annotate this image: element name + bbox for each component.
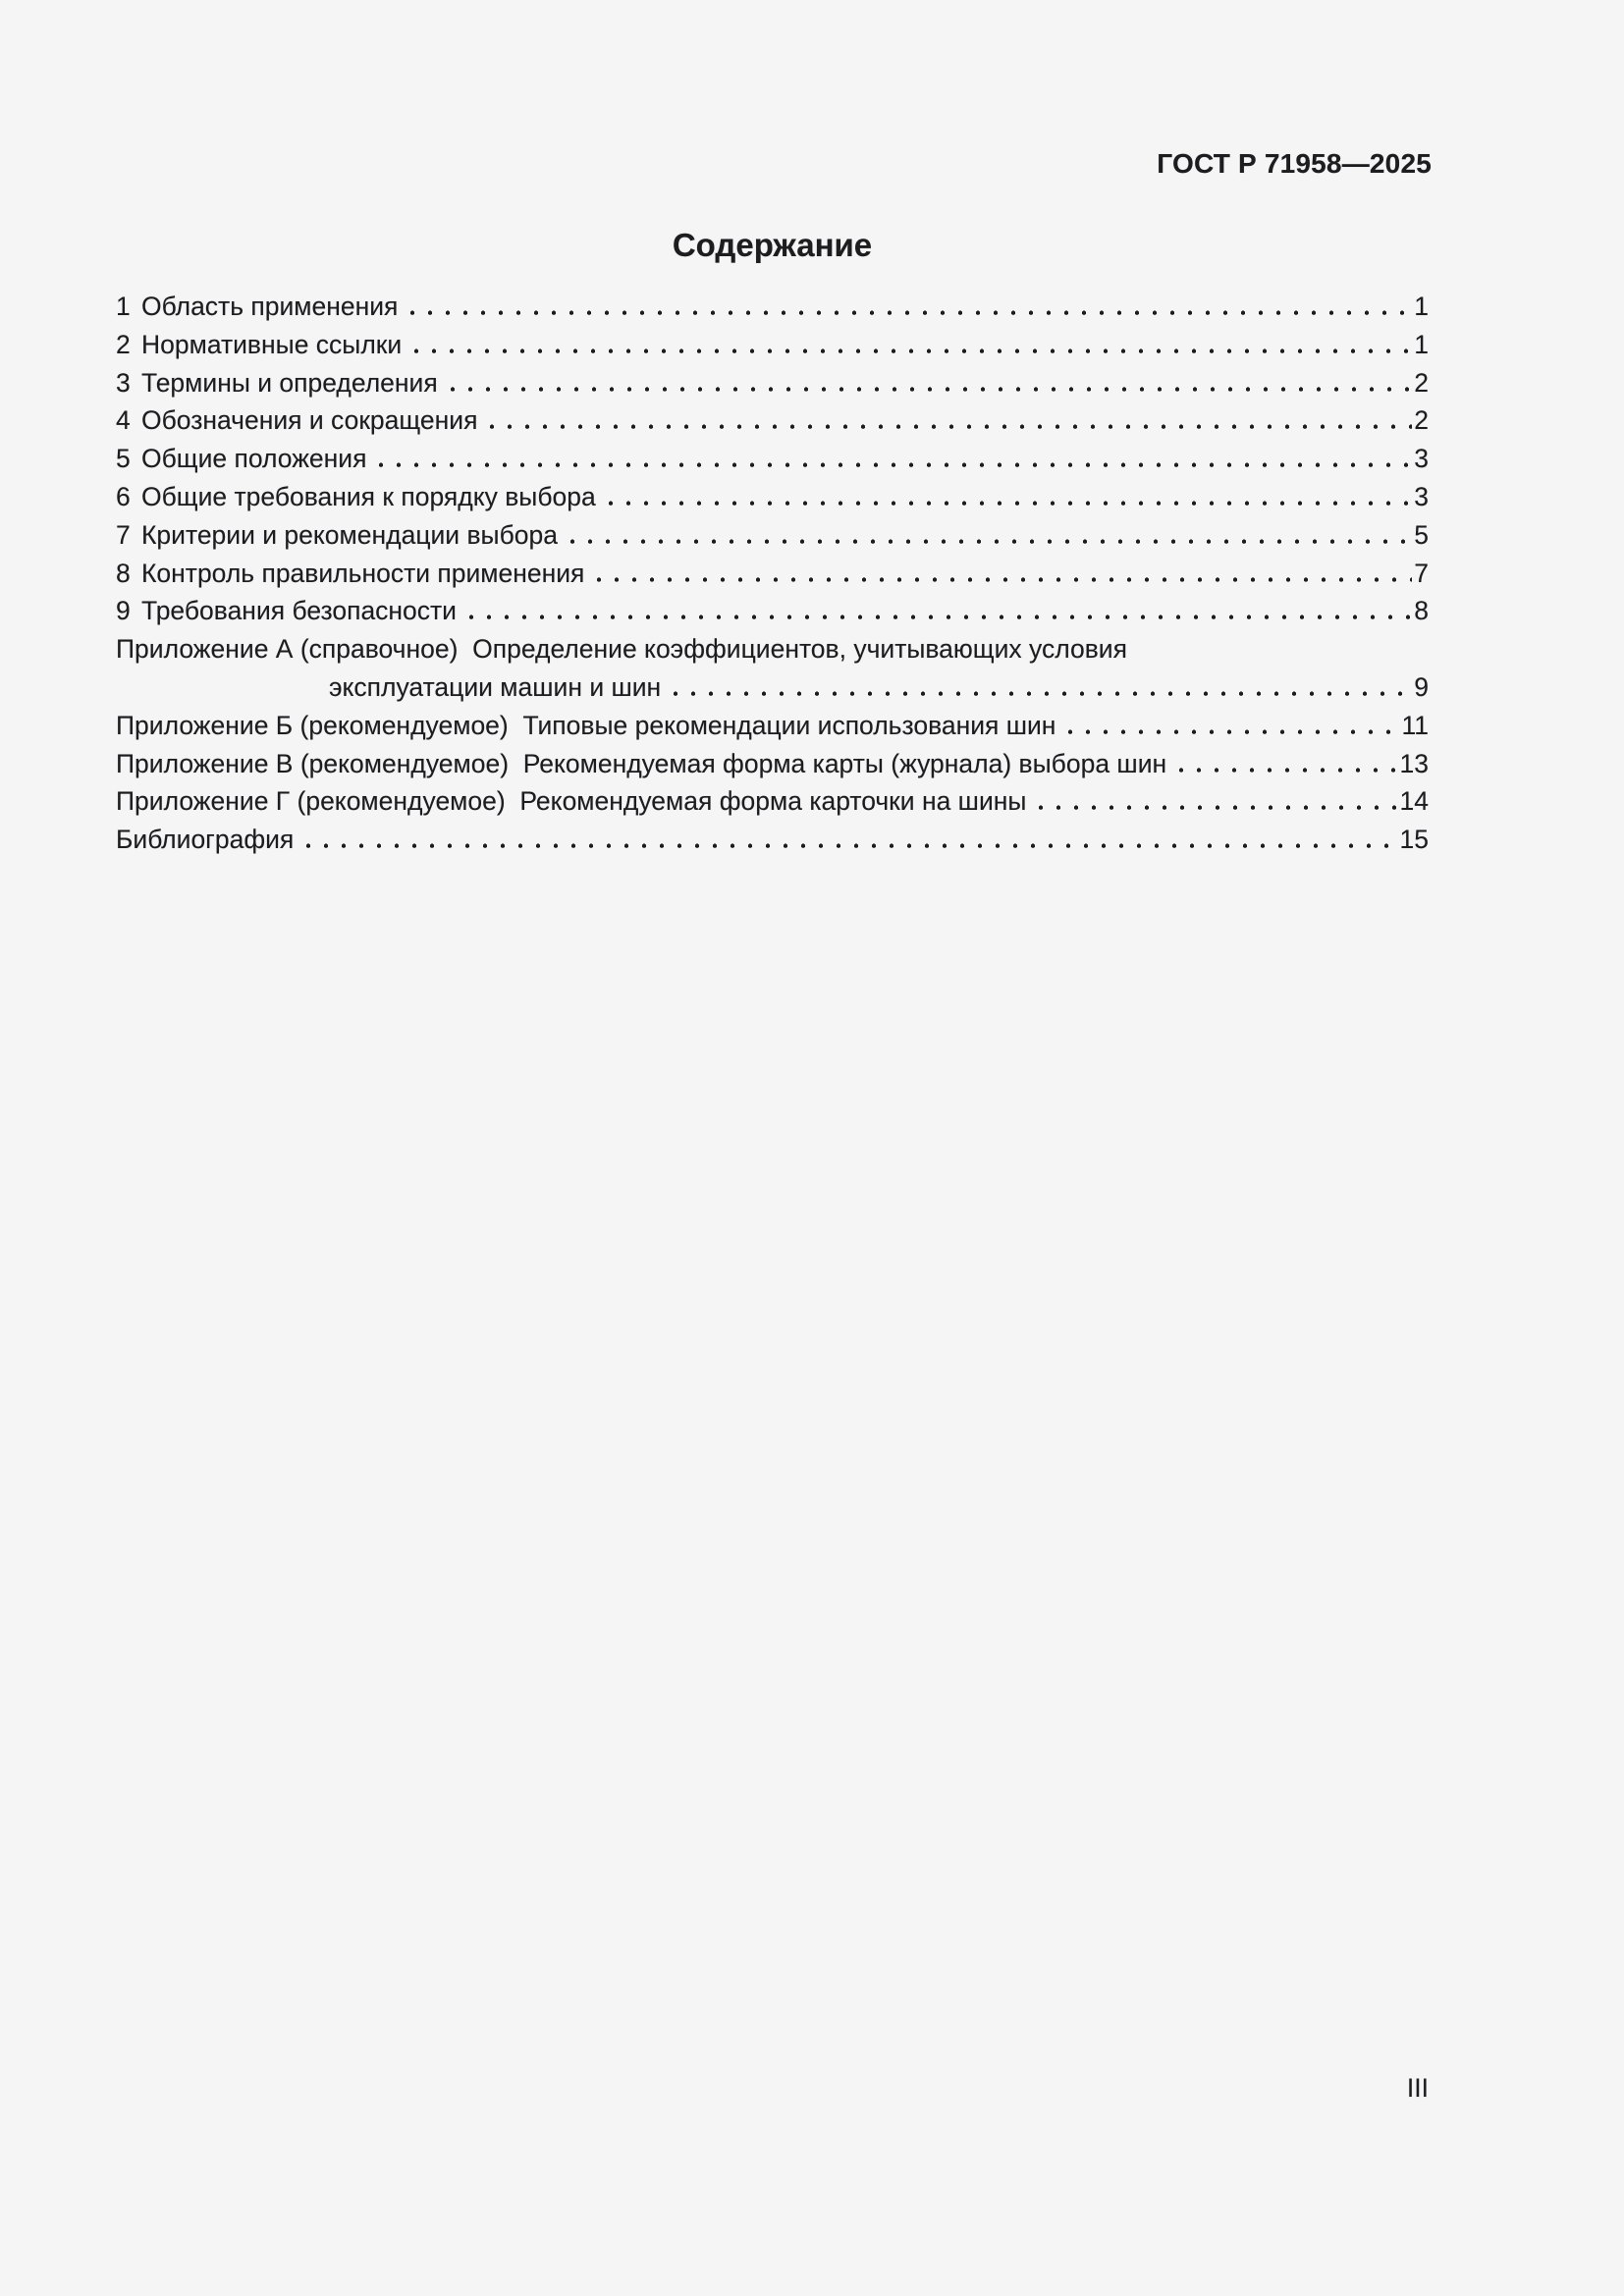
toc-entry-label: Приложение А (справочное) Определение коэффициентов, учитывающих условия: [116, 634, 1127, 665]
toc-entry-number: 8: [116, 558, 131, 588]
toc-entry-label: Термины и определения: [141, 367, 438, 398]
toc-entry-page: 3: [1414, 481, 1429, 511]
toc-entry: [116, 782, 1429, 821]
toc-entry-appendix-a-line2: [329, 668, 1429, 707]
dot-leader: [1172, 745, 1397, 783]
dot-leader: [462, 592, 1412, 630]
toc-entry-label: Приложение В (рекомендуемое) Рекомендуемая форма карты (журнала) выбора шин: [116, 748, 1167, 778]
toc-entry: [116, 707, 1429, 745]
toc-entry-label: Требования безопасности: [141, 596, 457, 626]
toc-entry-label: Приложение Б (рекомендуемое) Типовые рекомендации использования шин: [116, 710, 1056, 740]
toc-entry-number: 4: [116, 405, 131, 436]
toc-entry-label: Критерии и рекомендации выбора: [141, 519, 558, 550]
toc-entry-page: 14: [1399, 786, 1429, 817]
toc-entry-page: 1: [1414, 292, 1429, 321]
toc-entry: [116, 401, 1429, 440]
toc-entry-label: Общие требования к порядку выбора: [141, 481, 596, 511]
dot-leader: [564, 516, 1412, 555]
toc-entry-page: 13: [1399, 748, 1429, 778]
toc-entry-number: 1: [116, 292, 131, 321]
toc-entry-label: эксплуатации машин и шин: [329, 671, 662, 702]
document-number-header: ГОСТ Р 71958—2025: [1157, 148, 1432, 179]
toc-entry-number: 7: [116, 519, 131, 550]
toc-entry-page: 7: [1414, 558, 1429, 588]
toc-entry: [116, 364, 1429, 402]
toc-entry-page: 15: [1399, 825, 1429, 855]
toc-entry-number: 6: [116, 481, 131, 511]
toc-entry-page: 11: [1401, 710, 1429, 740]
table-of-contents: [116, 288, 1429, 859]
toc-entry-number: 5: [116, 444, 131, 474]
toc-entry-page: 2: [1414, 367, 1429, 398]
toc-entry-page: 5: [1414, 519, 1429, 550]
toc-entry: [116, 288, 1429, 326]
dot-leader: [407, 326, 1412, 364]
toc-entry-appendix-a-line1: [116, 630, 1429, 668]
toc-entry-number: 9: [116, 596, 131, 626]
dot-leader: [404, 288, 1412, 326]
dot-leader: [372, 440, 1412, 478]
dot-leader: [1061, 707, 1399, 745]
toc-entry-label: Общие положения: [141, 444, 367, 474]
toc-entry-number: 2: [116, 329, 131, 359]
toc-entry-label: Библиография: [116, 825, 295, 855]
toc-entry-label: Обозначения и сокращения: [141, 405, 478, 436]
toc-entry: [116, 592, 1429, 630]
dot-leader: [602, 478, 1413, 516]
dot-leader: [444, 364, 1413, 402]
page-number-footer: III: [1406, 2073, 1429, 2103]
toc-entry: [116, 478, 1429, 516]
toc-entry: [116, 326, 1429, 364]
toc-entry: [116, 516, 1429, 555]
toc-entry-page: 8: [1414, 596, 1429, 626]
dot-leader: [483, 401, 1412, 440]
dot-leader: [1032, 782, 1397, 821]
toc-entry-page: 2: [1414, 405, 1429, 436]
toc-entry-label: Контроль правильности применения: [141, 558, 585, 588]
toc-entry-label: Область применения: [141, 292, 399, 321]
toc-entry-number: 3: [116, 367, 131, 398]
toc-entry: [116, 745, 1429, 783]
toc-entry-page: 9: [1414, 671, 1429, 702]
toc-entry-label: Нормативные ссылки: [141, 329, 403, 359]
dot-leader: [667, 668, 1412, 707]
page-title: Содержание: [672, 227, 873, 263]
dot-leader: [299, 821, 1397, 859]
toc-entry-label: Приложение Г (рекомендуемое) Рекомендуемая форма карточки на шины: [116, 786, 1027, 817]
toc-entry-page: 1: [1414, 329, 1429, 359]
toc-entry-page: 3: [1414, 444, 1429, 474]
toc-entry: [116, 440, 1429, 478]
toc-entry: [116, 821, 1429, 859]
toc-entry: [116, 555, 1429, 593]
dot-leader: [590, 555, 1412, 593]
